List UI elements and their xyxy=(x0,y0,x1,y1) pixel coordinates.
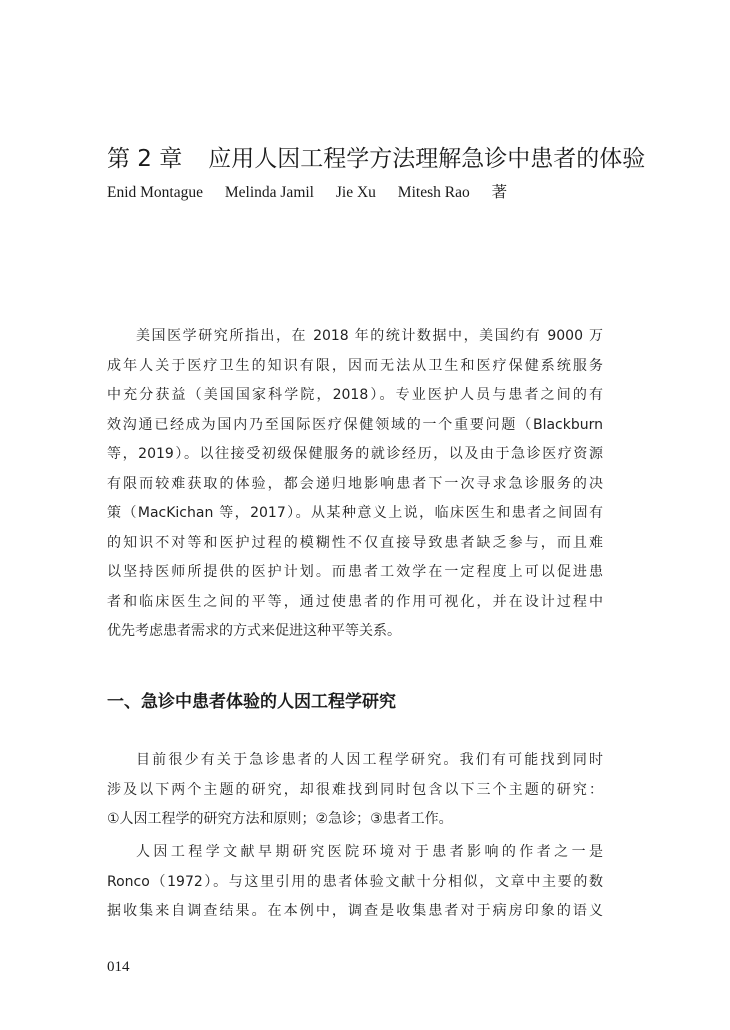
text-line: 涉及以下两个主题的研究，却很难找到同时包含以下三个主题的研究： xyxy=(107,781,603,798)
section-paragraph xyxy=(107,838,603,927)
page-number: 014 xyxy=(107,959,130,975)
chapter-number: 第 2 章 xyxy=(107,146,183,172)
author-name: Jie Xu xyxy=(335,184,376,201)
chapter-title xyxy=(107,142,707,176)
text-line: 策（MacKichan 等，2017）。从某种意义上说，临床医生和患者之间固有 xyxy=(107,505,603,521)
section-paragraph xyxy=(107,746,603,835)
text-line: 效沟通已经成为国内乃至国际医疗保健领域的一个重要问题（Blackburn xyxy=(107,416,603,433)
section-heading: 一、急诊中患者体验的人因工程学研究 xyxy=(107,692,396,712)
intro-paragraph xyxy=(107,322,603,647)
chapter-title-text: 应用人因工程学方法理解急诊中患者的体验 xyxy=(208,146,646,172)
text-line: 等，2019）。以往接受初级保健服务的就诊经历，以及由于急诊医疗资源 xyxy=(107,446,603,462)
text-line: ①人因工程学的研究方法和原则；②急诊；③患者工作。 xyxy=(107,811,453,827)
author-name: Melinda Jamil xyxy=(224,184,314,201)
text-line: 人因工程学文献早期研究医院环境对于患者影响的作者之一是 xyxy=(136,844,603,860)
author-name: Enid Montague xyxy=(107,184,203,201)
author-role: 著 xyxy=(491,184,508,201)
text-line: Ronco（1972）。与这里引用的患者体验文献十分相似，文章中主要的数 xyxy=(107,873,603,890)
text-line: 中充分获益（美国国家科学院，2018）。专业医护人员与患者之间的有 xyxy=(107,387,603,403)
text-line: 优先考虑患者需求的方式来促进这种平等关系。 xyxy=(107,623,401,639)
author-line xyxy=(107,181,507,205)
text-line: 的知识不对等和医护过程的模糊性不仅直接导致患者缺乏参与，而且难 xyxy=(107,534,603,551)
text-line: 美国医学研究所指出，在 2018 年的统计数据中，美国约有 9000 万 xyxy=(136,328,603,344)
text-line: 目前很少有关于急诊患者的人因工程学研究。我们有可能找到同时 xyxy=(136,752,603,768)
text-line: 成年人关于医疗卫生的知识有限，因而无法从卫生和医疗保健系统服务 xyxy=(107,357,603,374)
text-line: 据收集来自调查结果。在本例中，调查是收集患者对于病房印象的语义 xyxy=(107,903,603,919)
text-line: 者和临床医生之间的平等，通过使患者的作用可视化，并在设计过程中 xyxy=(107,593,603,610)
author-name: Mitesh Rao xyxy=(397,184,470,201)
text-line: 有限而较难获取的体验，都会递归地影响患者下一次寻求急诊服务的决 xyxy=(107,475,603,492)
text-line: 以坚持医师所提供的医护计划。而患者工效学在一定程度上可以促进患 xyxy=(107,564,603,580)
